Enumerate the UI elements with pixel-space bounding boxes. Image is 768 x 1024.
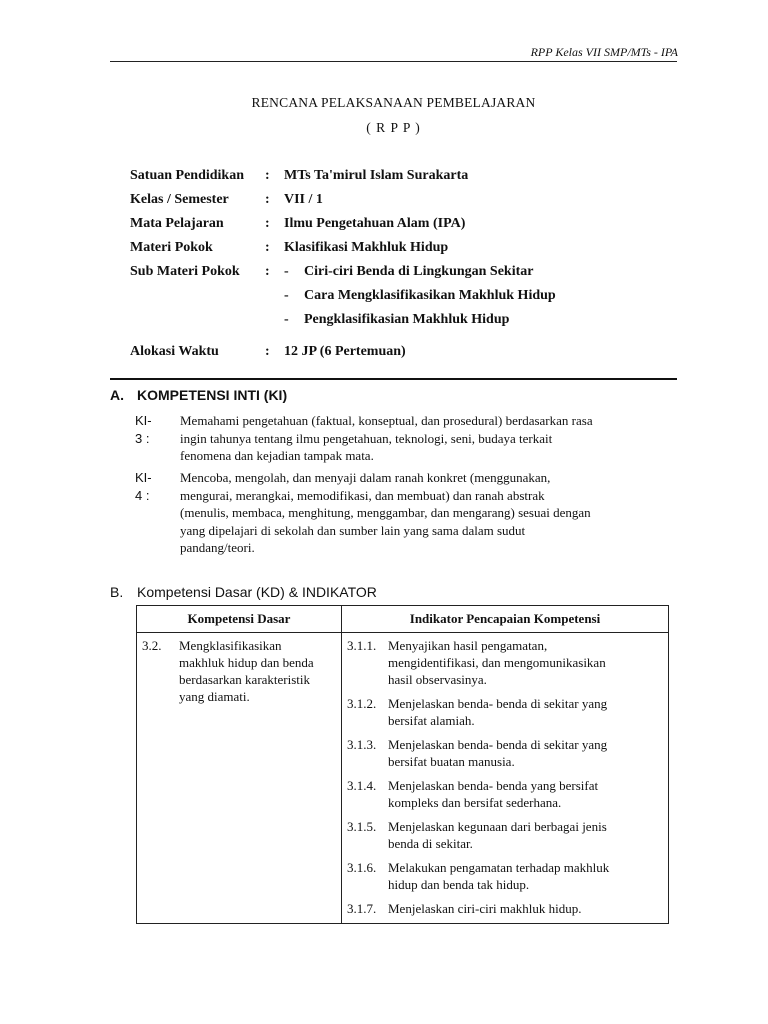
kd-line: berdasarkan karakteristik bbox=[179, 672, 311, 687]
indicator-number: 3.1.2. bbox=[347, 696, 377, 711]
ki-line: yang dipelajari di sekolah dan sumber lain yang sama dalam sudut bbox=[180, 522, 526, 538]
indicator-line: Menjelaskan kegunaan dari berbagai jenis bbox=[388, 819, 607, 834]
sub-materi-text: Ciri-ciri Benda di Lingkungan Sekitar bbox=[304, 264, 534, 279]
indicator-item bbox=[347, 736, 663, 770]
section-letter: A. bbox=[110, 387, 124, 403]
ki-code: KI-3 : bbox=[135, 413, 152, 446]
document-title: RENCANA PELAKSANAAN PEMBELAJARAN bbox=[251, 95, 536, 110]
indicator-number: 3.1.6. bbox=[347, 860, 377, 875]
info-label: Kelas / Semester bbox=[130, 192, 229, 207]
kd-number: 3.2. bbox=[142, 638, 162, 653]
table-header-cell: Kompetensi Dasar bbox=[137, 606, 342, 633]
indicator-line: Menjelaskan benda- benda di sekitar yang bbox=[388, 696, 608, 711]
info-value: 12 JP (6 Pertemuan) bbox=[284, 344, 406, 359]
indicator-line: Melakukan pengamatan terhadap makhluk bbox=[388, 860, 610, 875]
table-row bbox=[137, 633, 669, 924]
indicator-item bbox=[347, 859, 663, 893]
info-label: Mata Pelajaran bbox=[130, 216, 224, 231]
section-rule bbox=[110, 378, 677, 380]
section-title: KOMPETENSI INTI (KI) bbox=[137, 387, 288, 403]
indicator-number: 3.1.4. bbox=[347, 778, 377, 793]
indicator-number: 3.1.7. bbox=[347, 901, 377, 916]
info-colon: : bbox=[265, 264, 270, 279]
indicator-line: hidup dan benda tak hidup. bbox=[388, 877, 530, 892]
indicator-line: Menjelaskan benda- benda yang bersifat bbox=[388, 778, 599, 793]
sub-materi-text: Pengklasifikasian Makhluk Hidup bbox=[304, 312, 510, 327]
info-value: Klasifikasi Makhluk Hidup bbox=[284, 240, 449, 255]
sub-materi-item bbox=[284, 264, 533, 280]
indicator-line: Menjelaskan ciri-ciri makhluk hidup. bbox=[388, 901, 582, 916]
ki-line: mengurai, merangkai, memodifikasi, dan membuat) dan ranah abstrak bbox=[180, 487, 545, 503]
table-header-row bbox=[137, 606, 669, 633]
info-value: Ilmu Pengetahuan Alam (IPA) bbox=[284, 216, 466, 231]
indicator-item bbox=[347, 637, 663, 688]
list-dash: - bbox=[284, 312, 289, 327]
ki-code: KI-4 : bbox=[135, 470, 152, 503]
info-colon: : bbox=[265, 192, 270, 207]
indicator-line: Menjelaskan benda- benda di sekitar yang bbox=[388, 737, 608, 752]
indicator-line: bersifat alamiah. bbox=[388, 713, 475, 728]
indicator-item bbox=[347, 777, 663, 811]
document-subtitle: ( R P P ) bbox=[366, 120, 421, 135]
kd-line: makhluk hidup dan benda bbox=[179, 655, 314, 670]
section-b-heading bbox=[110, 584, 377, 600]
indicator-item bbox=[347, 695, 663, 729]
ki-line: pandang/teori. bbox=[180, 540, 255, 555]
ki-line: (menulis, membaca, menghitung, menggambar, dan mengarang) sesuai dengan bbox=[180, 505, 591, 520]
running-header: RPP Kelas VII SMP/MTs - IPA bbox=[530, 45, 678, 59]
indicator-line: bersifat buatan manusia. bbox=[388, 754, 515, 769]
info-label: Materi Pokok bbox=[130, 240, 213, 255]
info-label: Alokasi Waktu bbox=[130, 344, 219, 359]
ki-line: fenomena dan kejadian tampak mata. bbox=[180, 448, 374, 463]
info-value: MTs Ta'mirul Islam Surakarta bbox=[284, 168, 469, 183]
info-colon: : bbox=[265, 240, 270, 255]
indicator-item bbox=[347, 818, 663, 852]
ki-line: Mencoba, mengolah, dan menyaji dalam ranah konkret (menggunakan, bbox=[180, 470, 551, 485]
info-colon: : bbox=[265, 216, 270, 231]
indicator-line: kompleks dan bersifat sederhana. bbox=[388, 795, 562, 810]
info-label: Satuan Pendidikan bbox=[130, 168, 244, 183]
kd-cell bbox=[137, 633, 342, 924]
header-rule bbox=[110, 61, 677, 62]
indicator-number: 3.1.3. bbox=[347, 737, 377, 752]
info-colon: : bbox=[265, 168, 270, 183]
sub-materi-text: Cara Mengklasifikasikan Makhluk Hidup bbox=[304, 288, 556, 303]
indicator-line: Menyajikan hasil pengamatan, bbox=[388, 638, 548, 653]
list-dash: - bbox=[284, 288, 289, 303]
kd-line: Mengklasifikasikan bbox=[179, 638, 282, 653]
kd-indicator-table bbox=[136, 605, 669, 924]
indicator-line: hasil observasinya. bbox=[388, 672, 487, 687]
info-label: Sub Materi Pokok bbox=[130, 264, 240, 279]
ki-line: Memahami pengetahuan (faktual, konseptual, dan prosedural) berdasarkan rasa bbox=[180, 413, 593, 428]
kd-line: yang diamati. bbox=[179, 689, 250, 704]
info-colon: : bbox=[265, 344, 270, 359]
section-letter: B. bbox=[110, 584, 124, 600]
sub-materi-item bbox=[284, 288, 556, 304]
section-title: Kompetensi Dasar (KD) & INDIKATOR bbox=[137, 584, 377, 600]
section-a-heading bbox=[110, 387, 287, 403]
ki-line: ingin tahunya tentang ilmu pengetahuan, teknologi, seni, budaya terkait bbox=[180, 430, 553, 446]
ki-text bbox=[180, 412, 680, 465]
ki-text bbox=[180, 469, 680, 557]
table-header-cell: Indikator Pencapaian Kompetensi bbox=[342, 606, 669, 633]
indicator-item bbox=[347, 900, 663, 917]
list-dash: - bbox=[284, 264, 289, 279]
indicator-number: 3.1.5. bbox=[347, 819, 377, 834]
indicator-line: mengidentifikasi, dan mengomunikasikan bbox=[388, 655, 606, 670]
indicator-line: benda di sekitar. bbox=[388, 836, 473, 851]
indicator-cell bbox=[342, 633, 669, 924]
indicator-number: 3.1.1. bbox=[347, 638, 377, 653]
info-value: VII / 1 bbox=[284, 192, 323, 207]
sub-materi-item bbox=[284, 312, 509, 328]
kd-item bbox=[142, 637, 336, 705]
